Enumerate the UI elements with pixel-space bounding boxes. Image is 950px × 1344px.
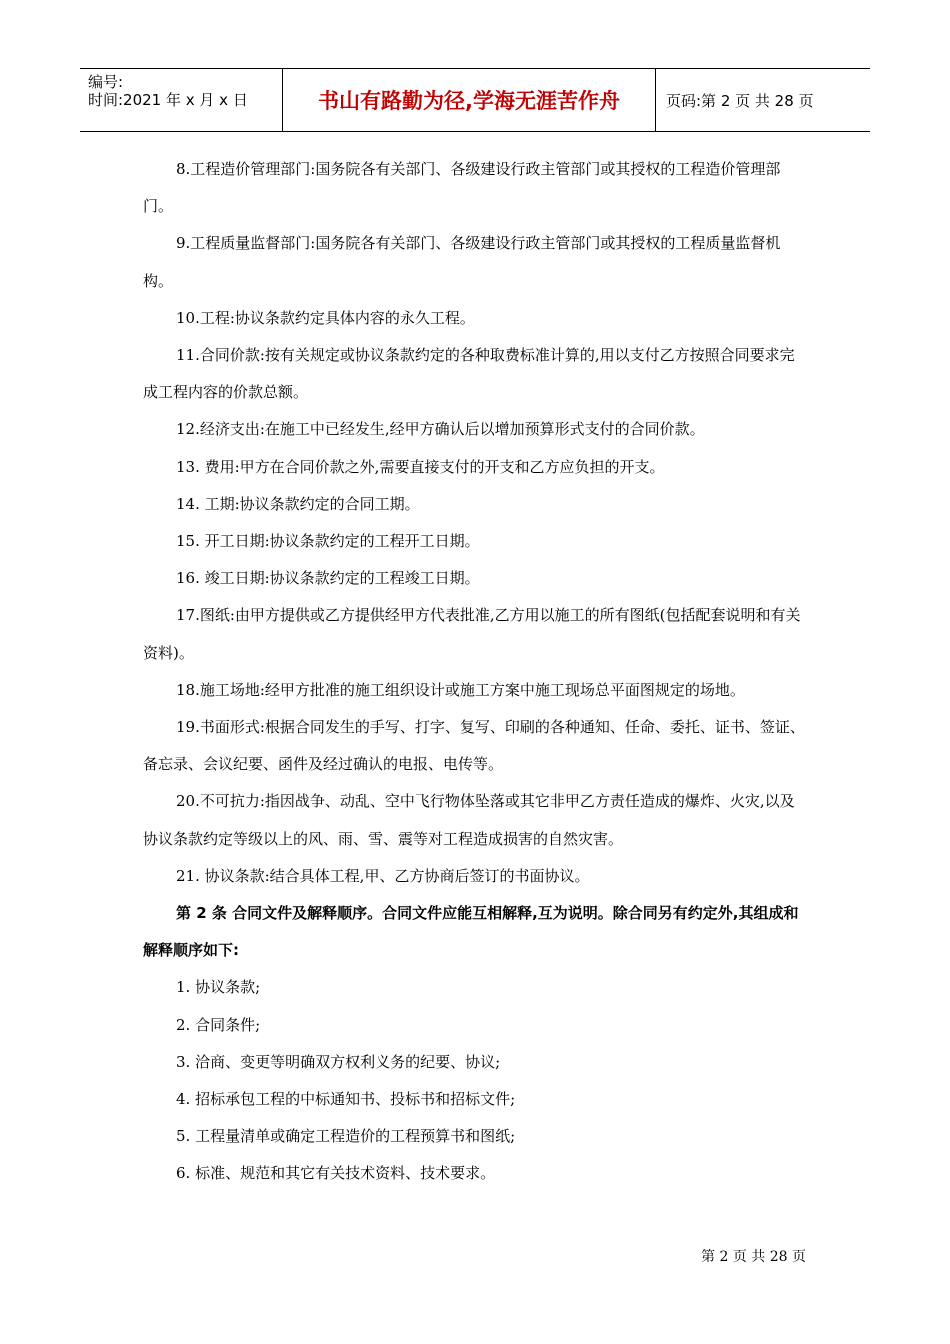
list-item-4: 4. 招标承包工程的中标通知书、投标书和招标文件; — [176, 1090, 516, 1109]
paragraph-clause-12: 12.经济支出:在施工中已经发生,经甲方确认后以增加预算形式支付的合同价款。 — [176, 420, 705, 439]
header-meta — [80, 69, 282, 131]
paragraph-clause-19: 19.书面形式:根据合同发生的手写、打字、复写、印刷的各种通知、任命、委托、证书、签证、备忘录、会议纪要、函件及经过确认的电报、电传等。 — [143, 718, 805, 774]
article-2-heading: 第 2 条 合同文件及解释顺序。合同文件应能互相解释,互为说明。除合同另有约定外,其组成和解释顺序如下: — [143, 904, 799, 960]
document-body — [143, 151, 807, 1193]
paragraph-clause-15: 15. 开工日期:协议条款约定的工程开工日期。 — [176, 532, 480, 551]
paragraph-clause-11: 11.合同价款:按有关规定或协议条款约定的各种取费标准计算的,用以支付乙方按照合同要求完成工程内容的价款总额。 — [143, 346, 795, 402]
paragraph-clause-18: 18.施工场地:经甲方批准的施工组织设计或施工方案中施工现场总平面图规定的场地。 — [176, 680, 745, 699]
paragraph-clause-20: 20.不可抗力:指因战争、动乱、空中飞行物体坠落或其它非甲乙方责任造成的爆炸、火灾,以及协议条款约定等级以上的风、雨、雪、震等对工程造成损害的自然灾害。 — [143, 792, 795, 848]
paragraph-clause-10: 10.工程:协议条款约定具体内容的永久工程。 — [176, 308, 475, 327]
document-number-label: 编号: — [88, 73, 124, 91]
list-item-2: 2. 合同条件; — [176, 1015, 261, 1034]
document-time-label: 时间:2021 年 x 月 x 日 — [88, 91, 248, 109]
paragraph-clause-21: 21. 协议条款:结合具体工程,甲、乙方协商后签订的书面协议。 — [176, 866, 590, 885]
paragraph-clause-17: 17.图纸:由甲方提供或乙方提供经甲方代表批准,乙方用以施工的所有图纸(包括配套说明和有关资料)。 — [143, 606, 801, 662]
paragraph-clause-9: 9.工程质量监督部门:国务院各有关部门、各级建设行政主管部门或其授权的工程质量监督机构。 — [143, 234, 781, 290]
list-item-6: 6. 标准、规范和其它有关技术资料、技术要求。 — [176, 1164, 496, 1183]
page-footer: 第 2 页 共 28 页 — [701, 1249, 806, 1265]
header-motto: 书山有路勤为径,学海无涯苦作舟 — [282, 69, 656, 131]
paragraph-clause-8: 8.工程造价管理部门:国务院各有关部门、各级建设行政主管部门或其授权的工程造价管理部门。 — [143, 160, 781, 216]
paragraph-clause-13: 13. 费用:甲方在合同价款之外,需要直接支付的开支和乙方应负担的开支。 — [176, 457, 665, 476]
paragraph-clause-16: 16. 竣工日期:协议条款约定的工程竣工日期。 — [176, 569, 480, 588]
page-header — [80, 68, 870, 132]
list-item-1: 1. 协议条款; — [176, 978, 261, 997]
paragraph-clause-14: 14. 工期:协议条款约定的合同工期。 — [176, 494, 420, 513]
list-item-5: 5. 工程量清单或确定工程造价的工程预算书和图纸; — [176, 1127, 516, 1146]
header-page-info: 页码:第 2 页 共 28 页 — [666, 91, 814, 110]
list-item-3: 3. 洽商、变更等明确双方权利义务的纪要、协议; — [176, 1052, 501, 1071]
